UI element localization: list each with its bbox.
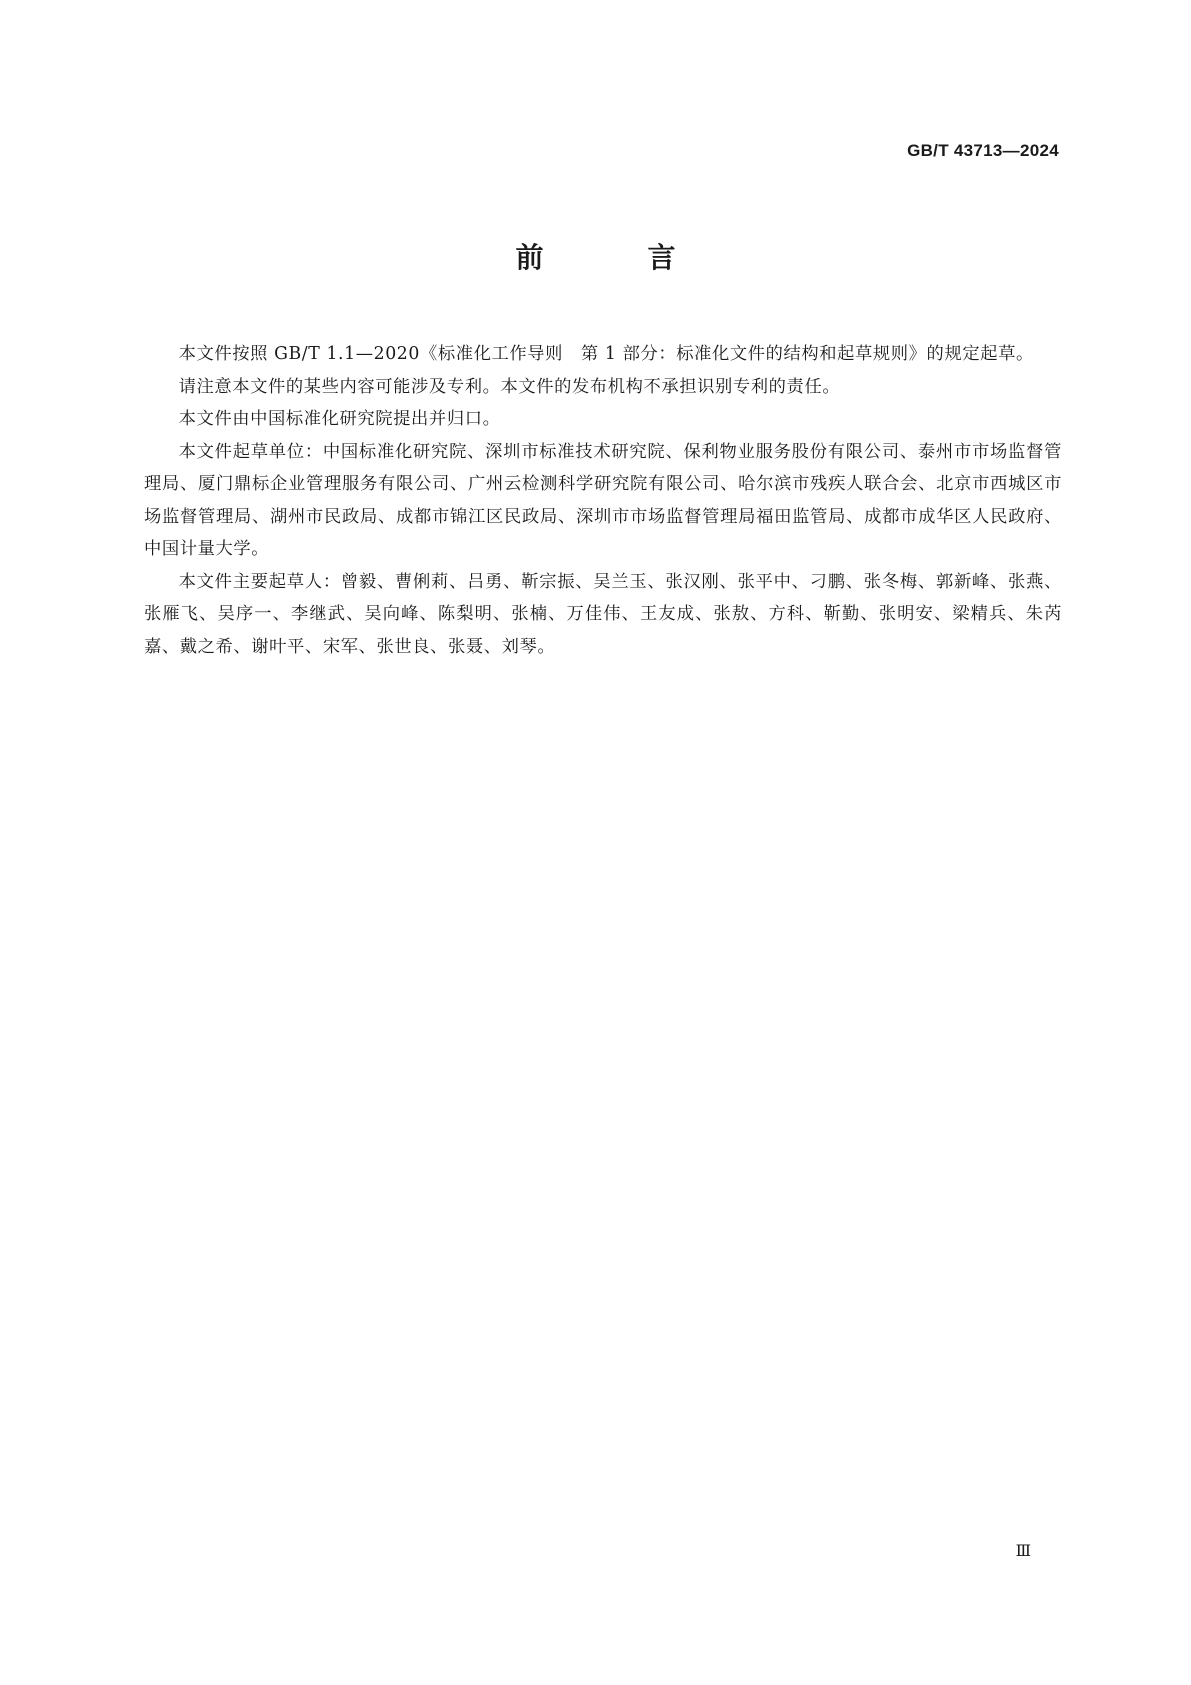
paragraph-proposer: 本文件由中国标准化研究院提出并归口。 <box>178 409 501 429</box>
paragraph-patent-notice: 请注意本文件的某些内容可能涉及专利。本文件的发布机构不承担识别专利的责任。 <box>178 376 841 397</box>
standard-code: GB/T 43713—2024 <box>907 141 1059 160</box>
page-title: 前 言 <box>515 241 714 274</box>
paragraph-drafters: 本文件主要起草人：曾毅、曹俐莉、吕勇、靳宗振、吴兰玉、张汉刚、张平中、刁鹏、张冬梅、郭新峰、张燕、张雁飞、吴序一、李继武、吴向峰、陈梨明、张楠、万佳伟、王友成、张敖、方科、靳勤、张明安、梁精兵、朱芮嘉、戴之希、谢叶平、宋军、张世良、张聂、刘琴。 <box>144 571 1062 657</box>
paragraph-drafting-rules: 本文件按照 GB/T 1.1—2020《标准化工作导则 第 1 部分：标准化文件的结构和起草规则》的规定起草。 <box>178 344 1034 364</box>
paragraph-drafting-units: 本文件起草单位：中国标准化研究院、深圳市标准技术研究院、保利物业服务股份有限公司、泰州市市场监督管理局、厦门鼎标企业管理服务有限公司、广州云检测科学研究院有限公司、哈尔滨市残疾人联合会、北京市西城区市场监督管理局、湖州市民政局、成都市锦江区民政局、深圳市市场监督管理局福田监管局、成都市成华区人民政府、中国计量大学。 <box>144 441 1062 559</box>
page-number: Ⅲ <box>1015 1541 1031 1560</box>
foreword-body <box>144 338 1062 663</box>
